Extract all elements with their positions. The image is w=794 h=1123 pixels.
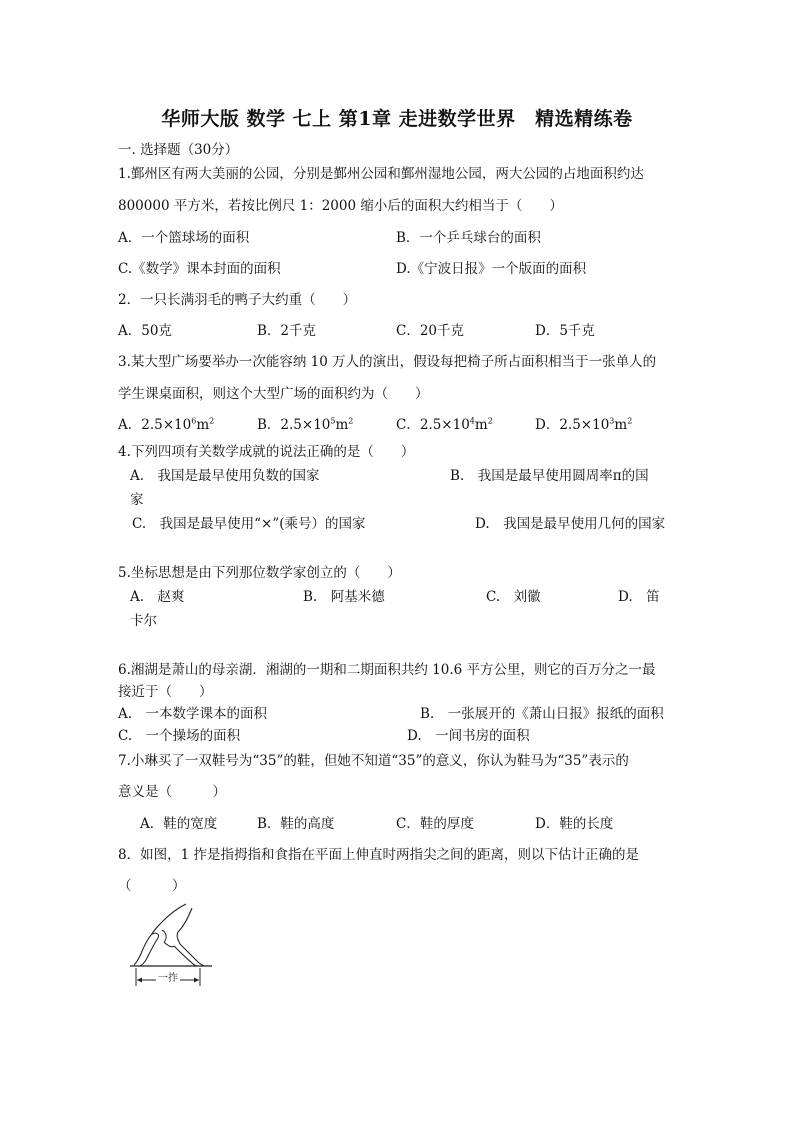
q2-option-d: D．5千克 (535, 323, 595, 339)
q7-option-d: D．鞋的长度 (535, 816, 614, 832)
q7-option-a: A．鞋的宽度 (140, 816, 218, 832)
thumb-inner (174, 946, 198, 966)
q5-option-c: C. 刘徽 (486, 589, 541, 605)
hand-span-figure (128, 900, 218, 995)
knuckle (152, 933, 159, 938)
arrow-right-head (194, 978, 199, 983)
q8-stem-line-1: 8．如图，1 拃是指拇指和食指在平面上伸直时两指尖之间的距离，则以下估计正确的是 (118, 847, 639, 863)
q1-stem-line-2: 800000 平方米，若按比例尺 1：2000 缩小后的面积大约相当于（ ） (118, 198, 563, 214)
q6-option-d: D. 一间书房的面积 (407, 728, 530, 744)
q5-option-d-wrap: 卡尔 (130, 613, 157, 629)
q8-stem-line-2: （ ） (118, 878, 186, 894)
q3-option-c: C．$2.5\times 10^4m^2$ (396, 416, 493, 433)
q5-option-b: B. 阿基米德 (303, 589, 385, 605)
q1-option-b: B．一个乒乓球台的面积 (396, 230, 541, 246)
palm-crease (164, 942, 174, 947)
q4-option-b: B. 我国是最早使用圆周率π的国 (450, 468, 649, 484)
arrow-left-head (137, 978, 142, 983)
q5-option-d: D. 笛 (618, 589, 660, 605)
q5-stem: 5.坐标思想是由下列那位数学家创立的（ ） (118, 565, 401, 581)
q2-stem: 2．一只长满羽毛的鸭子大约重（ ） (118, 292, 357, 308)
q1-stem-line-1: 1.鄞州区有两大美丽的公园，分别是鄞州公园和鄞州湿地公园，两大公园的占地面积约达 (118, 166, 644, 182)
q6-option-b: B. 一张展开的《萧山日报》报纸的面积 (420, 706, 664, 722)
knuckle-2 (162, 930, 166, 942)
q3-option-b: B．$2.5\times 10^5m^2$ (257, 416, 354, 433)
q1-option-c: C.《数学》课本封面的面积 (118, 261, 281, 277)
figure-label: 一拃 (158, 973, 178, 984)
q6-stem-line-1: 6.湘湖是萧山的母亲湖．湘湖的一期和二期面积共约 10.6 平方公里，则它的百万分之一最 (118, 662, 656, 678)
q5-option-a: A. 赵爽 (130, 589, 185, 605)
q6-stem-line-2: 接近于（ ） (118, 684, 213, 700)
q4-option-a: A. 我国是最早使用负数的国家 (130, 468, 320, 484)
q3-stem-line-1: 3.某大型广场要举办一次能容纳 10 万人的演出，假设每把椅子所占面积相当于一张单人的 (118, 354, 657, 370)
q6-option-a: A. 一本数学课本的面积 (118, 706, 268, 722)
q1-option-d: D.《宁波日报》一个版面的面积 (396, 261, 587, 277)
q6-option-c: C. 一个操场的面积 (118, 728, 241, 744)
q4-stem: 4.下列四项有关数学成就的说法正确的是（ ） (118, 444, 415, 460)
q2-option-c: C．20千克 (396, 323, 465, 339)
hand-outline-back (177, 908, 192, 944)
q3-option-a: A．$2.5\times 10^6m^2$ (118, 416, 215, 433)
q2-option-a: A．50克 (118, 323, 172, 339)
index-finger-inner (140, 938, 158, 966)
q3-stem-line-2: 学生课桌面积，则这个大型广场的面积约为（ ） (118, 386, 429, 402)
q7-option-c: C．鞋的厚度 (396, 816, 474, 832)
index-finger (134, 934, 152, 965)
q1-option-a: A．一个篮球场的面积 (118, 230, 250, 246)
q7-stem-line-2: 意义是（ ） (118, 784, 226, 800)
q2-option-b: B．2千克 (257, 323, 317, 339)
q7-stem-line-1: 7.小琳买了一双鞋号为“35”的鞋，但她不知道“35”的意义，你认为鞋马为“35”表示的 (118, 753, 629, 769)
q4-option-c: C. 我国是最早使用“×”(乘号）的国家 (132, 516, 366, 532)
q4-option-d: D. 我国是最早使用几何的国家 (475, 516, 666, 532)
q3-option-d: D．$2.5\times 10^3m^2$ (535, 416, 633, 433)
page-title: 华师大版 数学 七上 第1章 走进数学世界 精选精练卷 (161, 108, 633, 130)
q7-option-b: B．鞋的高度 (257, 816, 335, 832)
q4-option-b-wrap: 家 (130, 492, 144, 508)
section-header: 一. 选择题（30分） (118, 142, 239, 158)
